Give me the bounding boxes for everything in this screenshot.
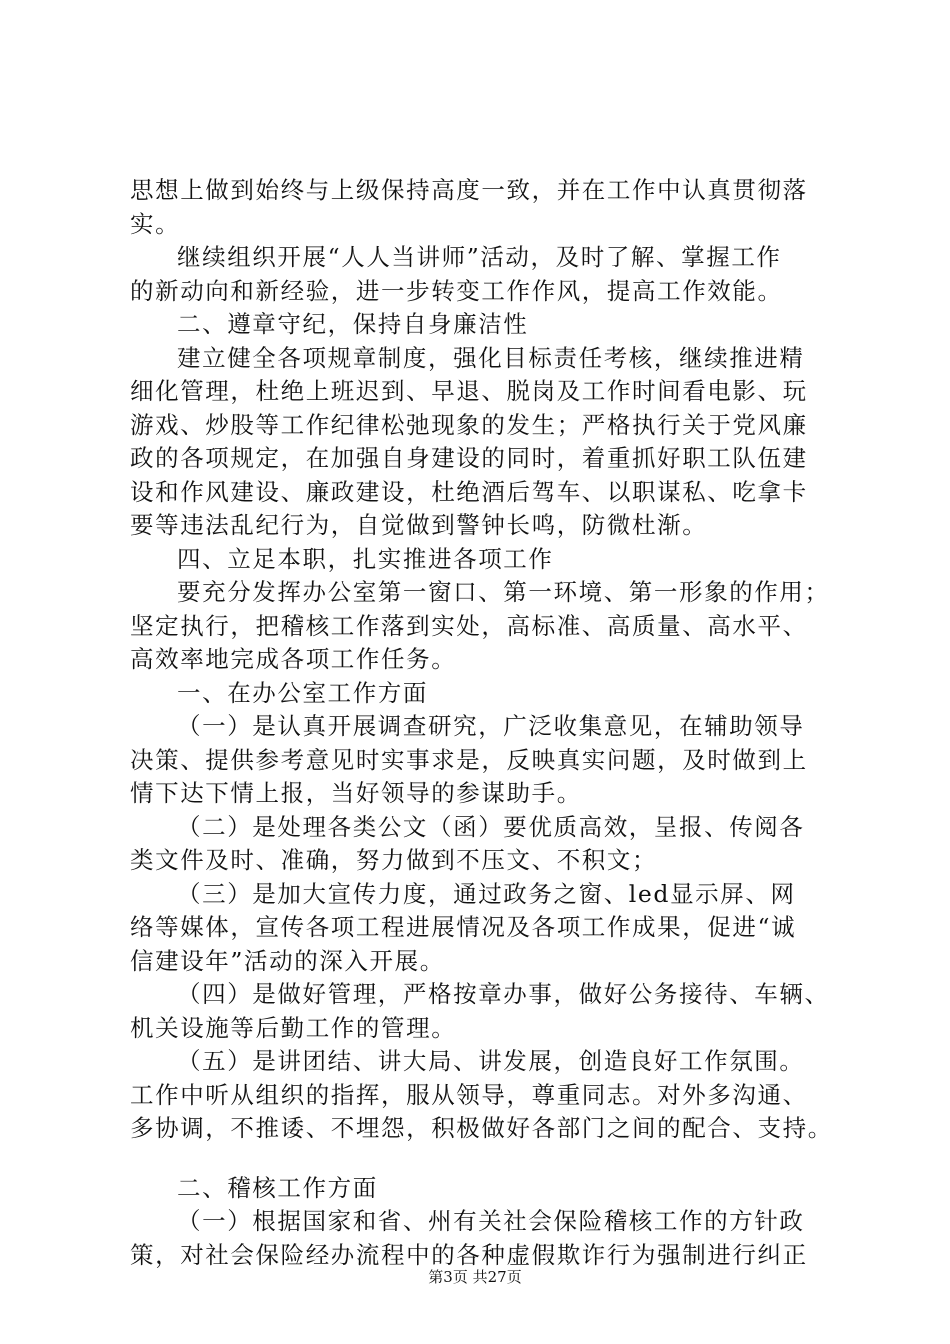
text-line: 游戏、炒股等工作纪律松弛现象的发生；严格执行关于党风廉	[130, 410, 808, 439]
text-line: 多协调，不推诿、不埋怨，积极做好各部门之间的配合、支持。	[130, 1114, 833, 1142]
paragraph-gap	[130, 1146, 830, 1172]
section-heading: 四、立足本职，扎实推进各项工作	[177, 544, 554, 573]
text-line: 坚定执行，把稽核工作落到实处，高标准、高质量、高水平、	[130, 611, 808, 640]
text-line: 思想上做到始终与上级保持高度一致，并在工作中认真贯彻落	[130, 176, 808, 204]
section-heading: 二、遵章守纪，保持自身廉洁性	[177, 310, 529, 338]
document-body	[130, 174, 833, 1272]
paragraph-start: 要充分发挥办公室第一窗口、第一环境、第一形象的作用；	[177, 578, 830, 606]
list-item-start: （四）是做好管理，严格按章办事，做好公务接待、车辆、	[177, 980, 830, 1008]
list-item-start: （五）是讲团结、讲大局、讲发展，创造良好工作氛围。	[177, 1047, 805, 1075]
text-line: 实。	[130, 209, 181, 238]
paragraph-start: 建立健全各项规章制度，强化目标责任考核，继续推进精	[177, 343, 805, 372]
paragraph-start: 继续组织开展“人人当讲师”活动，及时了解、掌握工作	[177, 243, 782, 271]
text-line: 设和作风建设、廉政建设，杜绝酒后驾车、以职谋私、吃拿卡	[130, 477, 808, 506]
list-item-start: （一）是认真开展调查研究，广泛收集意见，在辅助领导	[177, 712, 805, 740]
text-line: 要等违法乱纪行为，自觉做到警钟长鸣，防微杜渐。	[130, 511, 708, 539]
text-line: 机关设施等后勤工作的管理。	[130, 1013, 457, 1042]
text-line: 决策、提供参考意见时实事求是，反映真实问题，及时做到上	[130, 745, 808, 774]
text-line: 高效率地完成各项工作任务。	[130, 645, 457, 673]
section-heading: 一、在办公室工作方面	[177, 678, 428, 707]
section-heading: 二、稽核工作方面	[177, 1173, 378, 1202]
list-item-start: （三）是加大宣传力度，通过政务之窗、led显示屏、网	[177, 879, 796, 908]
text-line: 策，对社会保险经办流程中的各种虚假欺诈行为强制进行纠正	[130, 1240, 808, 1269]
text-line: 细化管理，杜绝上班迟到、早退、脱岗及工作时间看电影、玩	[130, 377, 808, 405]
list-item-start: （二）是处理各类公文（函）要优质高效，呈报、传阅各	[177, 812, 805, 841]
text-line: 的新动向和新经验，进一步转变工作作风，提高工作效能。	[130, 276, 783, 305]
text-line: 工作中听从组织的指挥，服从领导，尊重同志。对外多沟通、	[130, 1080, 808, 1109]
text-line: 情下达下情上报，当好领导的参谋助手。	[130, 779, 582, 807]
text-line: 信建设年”活动的深入开展。	[130, 946, 445, 975]
page-footer	[0, 1266, 950, 1287]
text-line: 类文件及时、准确，努力做到不压文、不积文；	[130, 846, 658, 874]
list-item-start: （一）根据国家和省、州有关社会保险稽核工作的方针政	[177, 1207, 805, 1235]
text-line: 政的各项规定，在加强自身建设的同时，着重抓好职工队伍建	[130, 444, 808, 472]
text-line: 络等媒体，宣传各项工程进展情况及各项工作成果，促进“诚	[130, 913, 797, 941]
page-number: 第3页 共27页	[428, 1268, 522, 1286]
